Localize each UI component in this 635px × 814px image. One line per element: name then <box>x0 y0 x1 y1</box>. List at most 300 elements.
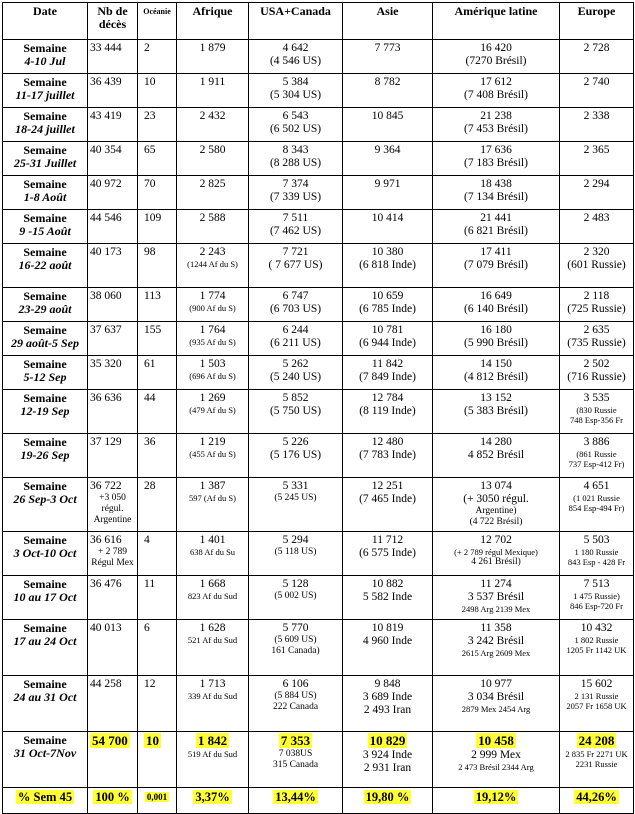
latin-america-value: 17 411 <box>480 246 512 258</box>
latin-america-note: 3 242 Brésil <box>467 635 525 647</box>
latin-america-value: 17 612 <box>480 76 512 88</box>
header-europe: Europe <box>560 3 634 40</box>
oceania-value: 12 <box>144 678 156 690</box>
latin-america-cell <box>433 142 560 176</box>
africa-note: 339 Af du Sud <box>187 691 238 701</box>
europe-cell <box>560 288 634 322</box>
header-row <box>3 3 634 40</box>
oceania-value: 10 <box>146 733 159 748</box>
deaths-cell <box>88 356 138 390</box>
europe-note: 843 Esp - 428 Fr <box>567 557 626 567</box>
usa-canada-value: 5 770 <box>282 622 309 634</box>
oceania-cell <box>138 108 177 142</box>
usa-canada-note: (6 502 US) <box>269 123 322 135</box>
week-cell <box>3 478 88 532</box>
header-africa: Afrique <box>177 3 249 40</box>
usa-canada-value: 5 294 <box>282 534 309 546</box>
asia-note: (6 785 Inde) <box>359 303 416 315</box>
latin-america-cell <box>433 676 560 732</box>
pct-usa-canada: 13,44% <box>249 788 343 814</box>
europe-cell <box>560 620 634 676</box>
oceania-value: 44 <box>144 392 156 404</box>
asia-value: 10 380 <box>371 246 404 258</box>
latin-america-cell <box>433 576 560 620</box>
latin-america-value: 12 702 <box>480 534 512 546</box>
usa-canada-cell <box>249 108 343 142</box>
week-label: Semaine <box>23 323 67 337</box>
latin-america-value: 13 074 <box>480 480 512 492</box>
europe-value: 15 602 <box>580 678 613 690</box>
europe-note: (601 Russie) <box>567 259 626 271</box>
europe-note: 846 Esp-720 Fr <box>570 601 623 611</box>
week-label: Semaine <box>23 733 67 747</box>
usa-canada-note: (7 462 US) <box>269 225 322 237</box>
deaths-value: 54 700 <box>92 733 128 748</box>
africa-value: 1 764 <box>199 324 226 336</box>
deaths-cell <box>88 244 138 288</box>
week-cell <box>3 210 88 244</box>
latin-america-note: Argentine) <box>475 506 517 516</box>
usa-canada-note: (5 304 US) <box>269 89 322 101</box>
usa-canada-cell <box>249 176 343 210</box>
latin-america-note: 4 852 Brésil <box>467 449 525 461</box>
deaths-cell <box>88 390 138 434</box>
week-range: 5-12 Sep <box>23 370 67 384</box>
europe-cell <box>560 142 634 176</box>
week-label: Semaine <box>23 41 67 55</box>
europe-note: 748 Esp-356 Fr <box>570 415 623 425</box>
usa-canada-note: 222 Canada <box>272 702 319 712</box>
deaths-value: 40 173 <box>90 246 122 258</box>
usa-canada-cell <box>249 532 343 576</box>
latin-america-cell <box>433 390 560 434</box>
deaths-cell <box>88 176 138 210</box>
asia-value: 10 819 <box>371 622 404 634</box>
oceania-cell <box>138 210 177 244</box>
africa-value: 1 911 <box>199 76 226 88</box>
week-label: Semaine <box>23 533 67 547</box>
europe-note: (725 Russie) <box>567 303 626 315</box>
africa-note: 638 Af du Su <box>189 547 236 557</box>
deaths-value: 44 546 <box>90 212 122 224</box>
week-cell <box>3 322 88 356</box>
latin-america-value: 13 152 <box>480 392 512 404</box>
oceania-value: 36 <box>144 436 156 448</box>
week-label: Semaine <box>23 391 67 405</box>
europe-note: (861 Russie <box>576 449 617 459</box>
europe-value: 3 535 <box>583 392 610 404</box>
week-label: Semaine <box>23 245 67 259</box>
deaths-cell <box>88 142 138 176</box>
week-label: Semaine <box>23 109 67 123</box>
table-row <box>3 244 634 288</box>
week-cell <box>3 620 88 676</box>
usa-canada-value: 6 543 <box>282 110 309 122</box>
usa-canada-value: 6 244 <box>282 324 309 336</box>
asia-cell <box>343 434 433 478</box>
usa-canada-value: 5 226 <box>282 436 309 448</box>
europe-value: 2 118 <box>583 290 610 302</box>
week-range: 31 Oct-7Nov <box>13 746 77 760</box>
asia-value: 9 848 <box>374 678 401 690</box>
week-range: 1-8 Août <box>23 190 67 204</box>
usa-canada-cell <box>249 620 343 676</box>
europe-cell <box>560 244 634 288</box>
deaths-cell <box>88 676 138 732</box>
usa-canada-note: (5 240 US) <box>269 371 322 383</box>
week-range: 11-17 juillet <box>15 88 75 102</box>
africa-value: 1 269 <box>199 392 226 404</box>
table-row <box>3 288 634 322</box>
africa-value: 1 842 <box>197 733 228 748</box>
latin-america-cell <box>433 478 560 532</box>
europe-cell <box>560 676 634 732</box>
usa-canada-value: 8 343 <box>282 144 309 156</box>
oceania-cell <box>138 142 177 176</box>
africa-value: 1 387 <box>199 480 226 492</box>
week-cell <box>3 676 88 732</box>
usa-canada-note: ( 7 677 US) <box>268 259 323 271</box>
asia-value: 8 782 <box>374 76 401 88</box>
latin-america-cell <box>433 244 560 288</box>
oceania-value: 2 <box>144 42 150 54</box>
latin-america-note: 2615 Arg 2609 Mex <box>461 648 531 658</box>
europe-value: 2 483 <box>583 212 610 224</box>
latin-america-note: (4 812 Brésil) <box>464 371 528 383</box>
asia-note: 5 582 Inde <box>362 591 413 603</box>
asia-cell <box>343 108 433 142</box>
deaths-table <box>2 2 634 814</box>
latin-america-cell <box>433 74 560 108</box>
europe-note: 1205 Fr 1142 UK <box>566 645 627 655</box>
week-cell <box>3 244 88 288</box>
africa-value: 1 503 <box>199 358 226 370</box>
oceania-value: 11 <box>144 578 156 590</box>
deaths-cell <box>88 732 138 788</box>
europe-cell <box>560 176 634 210</box>
asia-value: 11 712 <box>371 534 404 546</box>
africa-value: 2 432 <box>199 110 226 122</box>
africa-cell <box>177 620 249 676</box>
asia-cell <box>343 244 433 288</box>
week-range: 26 Sep-3 Oct <box>13 492 77 506</box>
pct-asia: 19,80 % <box>343 788 433 814</box>
deaths-value: 35 320 <box>90 358 122 370</box>
africa-cell <box>177 108 249 142</box>
latin-america-note: (5 383 Brésil) <box>464 405 528 417</box>
africa-cell <box>177 356 249 390</box>
europe-cell <box>560 576 634 620</box>
latin-america-note: (7 183 Brésil) <box>464 157 528 169</box>
europe-note: 2057 Fr 1658 UK <box>566 701 627 711</box>
oceania-value: 6 <box>144 622 150 634</box>
africa-value: 1 219 <box>199 436 226 448</box>
usa-canada-note: (5 884 US) <box>274 691 317 701</box>
asia-cell <box>343 40 433 74</box>
africa-note: (455 Af du S) <box>189 449 236 459</box>
africa-note: (479 Af du S) <box>189 405 236 415</box>
africa-note: 521 Af du Sud <box>187 635 238 645</box>
oceania-cell <box>138 478 177 532</box>
latin-america-value: 14 150 <box>480 358 512 370</box>
oceania-cell <box>138 176 177 210</box>
deaths-value: 36 616 <box>90 534 122 546</box>
table-row <box>3 108 634 142</box>
asia-value: 10 845 <box>371 110 404 122</box>
asia-cell <box>343 390 433 434</box>
europe-cell <box>560 532 634 576</box>
oceania-value: 113 <box>144 290 161 302</box>
oceania-cell <box>138 576 177 620</box>
pct-label: % Sem 45 <box>3 788 88 814</box>
usa-canada-note: (5 750 US) <box>269 405 322 417</box>
asia-value: 10 829 <box>369 733 406 748</box>
usa-canada-value: 5 262 <box>282 358 309 370</box>
latin-america-value: 18 438 <box>480 178 512 190</box>
deaths-value: 44 258 <box>90 678 122 690</box>
europe-note: (830 Russie <box>576 405 617 415</box>
europe-cell <box>560 732 634 788</box>
oceania-cell <box>138 40 177 74</box>
usa-canada-value: 6 747 <box>282 290 309 302</box>
deaths-value: 40 013 <box>90 622 122 634</box>
africa-cell <box>177 322 249 356</box>
table-row <box>3 210 634 244</box>
usa-canada-note: (5 609 US) <box>274 635 317 645</box>
deaths-note: Régul Mex <box>91 558 134 568</box>
latin-america-value: 16 649 <box>480 290 512 302</box>
europe-value: 2 502 <box>583 358 610 370</box>
usa-canada-cell <box>249 390 343 434</box>
deaths-value: 37 129 <box>90 436 122 448</box>
latin-america-value: 11 274 <box>480 578 512 590</box>
latin-america-cell <box>433 40 560 74</box>
latin-america-cell <box>433 322 560 356</box>
usa-canada-cell <box>249 74 343 108</box>
oceania-cell <box>138 620 177 676</box>
table-row <box>3 478 634 532</box>
europe-note: (1 021 Russie <box>573 493 620 503</box>
week-cell <box>3 176 88 210</box>
deaths-cell <box>88 532 138 576</box>
europe-value: 2 294 <box>583 178 610 190</box>
oceania-cell <box>138 434 177 478</box>
usa-canada-note: 161 Canada) <box>271 646 320 656</box>
latin-america-note: (6 140 Brésil) <box>464 303 528 315</box>
usa-canada-note: (5 245 US) <box>274 493 317 503</box>
week-cell <box>3 142 88 176</box>
africa-value: 1 774 <box>199 290 226 302</box>
usa-canada-value: 7 721 <box>282 246 309 258</box>
table-row <box>3 732 634 788</box>
asia-cell <box>343 732 433 788</box>
table-row <box>3 40 634 74</box>
usa-canada-note: (5 118 US) <box>274 547 317 557</box>
usa-canada-cell <box>249 40 343 74</box>
asia-note: (6 944 Inde) <box>359 337 416 349</box>
asia-cell <box>343 576 433 620</box>
latin-america-value: 10 458 <box>478 733 514 748</box>
deaths-cell <box>88 576 138 620</box>
oceania-value: 65 <box>144 144 156 156</box>
usa-canada-cell <box>249 288 343 322</box>
oceania-cell <box>138 288 177 322</box>
usa-canada-value: 5 852 <box>282 392 309 404</box>
asia-value: 11 842 <box>371 358 404 370</box>
week-cell <box>3 434 88 478</box>
deaths-note: + 2 789 <box>97 547 128 557</box>
table-row <box>3 74 634 108</box>
africa-cell <box>177 142 249 176</box>
week-range: 17 au 24 Oct <box>13 634 77 648</box>
week-cell <box>3 576 88 620</box>
asia-value: 10 414 <box>371 212 404 224</box>
europe-value: 3 886 <box>583 436 610 448</box>
africa-value: 1 879 <box>199 42 226 54</box>
africa-note: 823 Af du Sud <box>187 591 238 601</box>
latin-america-note: 2879 Mex 2454 Arg <box>461 704 531 714</box>
week-label: Semaine <box>23 435 67 449</box>
latin-america-value: 21 441 <box>480 212 512 224</box>
asia-note: 3 924 Inde <box>362 749 413 761</box>
latin-america-note: 2 999 Mex <box>471 749 521 761</box>
oceania-cell <box>138 322 177 356</box>
usa-canada-value: 5 331 <box>282 480 309 492</box>
africa-note: (900 Af du S) <box>189 303 236 313</box>
deaths-value: 36 722 <box>90 480 122 492</box>
oceania-cell <box>138 244 177 288</box>
africa-value: 1 628 <box>199 622 226 634</box>
latin-america-cell <box>433 434 560 478</box>
week-range: 12-19 Sep <box>20 404 70 418</box>
asia-value: 10 781 <box>371 324 404 336</box>
week-cell <box>3 732 88 788</box>
asia-value: 10 659 <box>371 290 404 302</box>
week-label: Semaine <box>23 621 67 635</box>
pct-oceania: 0,001 <box>138 788 177 814</box>
africa-note: (1244 Af du S) <box>187 259 238 269</box>
latin-america-value: 17 636 <box>480 144 512 156</box>
europe-cell <box>560 210 634 244</box>
week-range: 23-29 août <box>18 302 72 316</box>
asia-cell <box>343 620 433 676</box>
latin-america-value: 11 358 <box>480 622 512 634</box>
latin-america-cell <box>433 620 560 676</box>
usa-canada-value: 7 511 <box>282 212 309 224</box>
header-date: Date <box>3 3 88 40</box>
table-row <box>3 532 634 576</box>
oceania-value: 4 <box>144 534 150 546</box>
latin-america-cell <box>433 356 560 390</box>
week-range: 24 au 31 Oct <box>13 690 77 704</box>
week-label: Semaine <box>23 677 67 691</box>
oceania-value: 70 <box>144 178 156 190</box>
deaths-cell <box>88 620 138 676</box>
latin-america-cell <box>433 108 560 142</box>
pct-deaths: 100 % <box>88 788 138 814</box>
percentage-row <box>3 788 634 814</box>
asia-note: 2 931 Iran <box>363 762 412 774</box>
latin-america-value: 10 977 <box>480 678 512 690</box>
usa-canada-cell <box>249 732 343 788</box>
europe-value: 10 432 <box>580 622 613 634</box>
header-asia: Asie <box>343 3 433 40</box>
latin-america-note: 3 537 Brésil <box>467 591 525 603</box>
week-cell <box>3 532 88 576</box>
week-cell <box>3 74 88 108</box>
africa-cell <box>177 74 249 108</box>
latin-america-cell <box>433 210 560 244</box>
europe-note: 2231 Russie <box>575 759 618 769</box>
asia-value: 7 773 <box>374 42 401 54</box>
asia-cell <box>343 176 433 210</box>
europe-value: 2 320 <box>583 246 610 258</box>
week-cell <box>3 356 88 390</box>
week-label: Semaine <box>23 577 67 591</box>
oceania-value: 109 <box>144 212 162 224</box>
latin-america-cell <box>433 288 560 322</box>
usa-canada-cell <box>249 478 343 532</box>
week-range: 10 au 17 Oct <box>13 590 77 604</box>
usa-canada-value: 7 353 <box>280 733 311 748</box>
europe-note: 1 180 Russie <box>574 547 619 557</box>
table-row <box>3 322 634 356</box>
europe-value: 2 338 <box>583 110 610 122</box>
header-deaths: Nb de décès <box>88 3 138 40</box>
week-range: 4-10 Jul <box>24 54 66 68</box>
europe-value: 5 503 <box>583 534 610 546</box>
week-range: 29 août-5 Sep <box>10 336 79 350</box>
oceania-value: 98 <box>144 246 156 258</box>
latin-america-note: 4 261 Brésil) <box>471 557 521 567</box>
week-range: 3 Oct-10 Oct <box>13 546 77 560</box>
week-cell <box>3 108 88 142</box>
europe-cell <box>560 108 634 142</box>
header-latin-america: Amérique latine <box>433 3 560 40</box>
europe-cell <box>560 356 634 390</box>
africa-cell <box>177 288 249 322</box>
europe-value: 2 728 <box>583 42 610 54</box>
header-oceania: Océanie <box>138 3 177 40</box>
asia-value: 12 251 <box>371 480 404 492</box>
europe-cell <box>560 74 634 108</box>
deaths-cell <box>88 74 138 108</box>
europe-cell <box>560 390 634 434</box>
africa-cell <box>177 478 249 532</box>
latin-america-value: 14 280 <box>480 436 512 448</box>
week-label: Semaine <box>23 75 67 89</box>
usa-canada-cell <box>249 142 343 176</box>
latin-america-note: (7 134 Brésil) <box>464 191 528 203</box>
usa-canada-note: (5 002 US) <box>274 591 317 601</box>
europe-value: 7 513 <box>583 578 610 590</box>
africa-note: 597 (Af du S) <box>189 493 236 503</box>
asia-note: 2 493 Iran <box>363 704 412 716</box>
africa-value: 2 825 <box>199 178 226 190</box>
week-cell <box>3 288 88 322</box>
latin-america-note: (7 453 Brésil) <box>464 123 528 135</box>
africa-cell <box>177 532 249 576</box>
deaths-value: 40 354 <box>90 144 122 156</box>
asia-cell <box>343 142 433 176</box>
europe-cell <box>560 478 634 532</box>
usa-canada-note: (5 176 US) <box>269 449 322 461</box>
europe-value: 4 651 <box>583 480 610 492</box>
oceania-cell <box>138 732 177 788</box>
usa-canada-cell <box>249 676 343 732</box>
asia-note: (6 818 Inde) <box>359 259 416 271</box>
usa-canada-value: 4 642 <box>282 42 309 54</box>
